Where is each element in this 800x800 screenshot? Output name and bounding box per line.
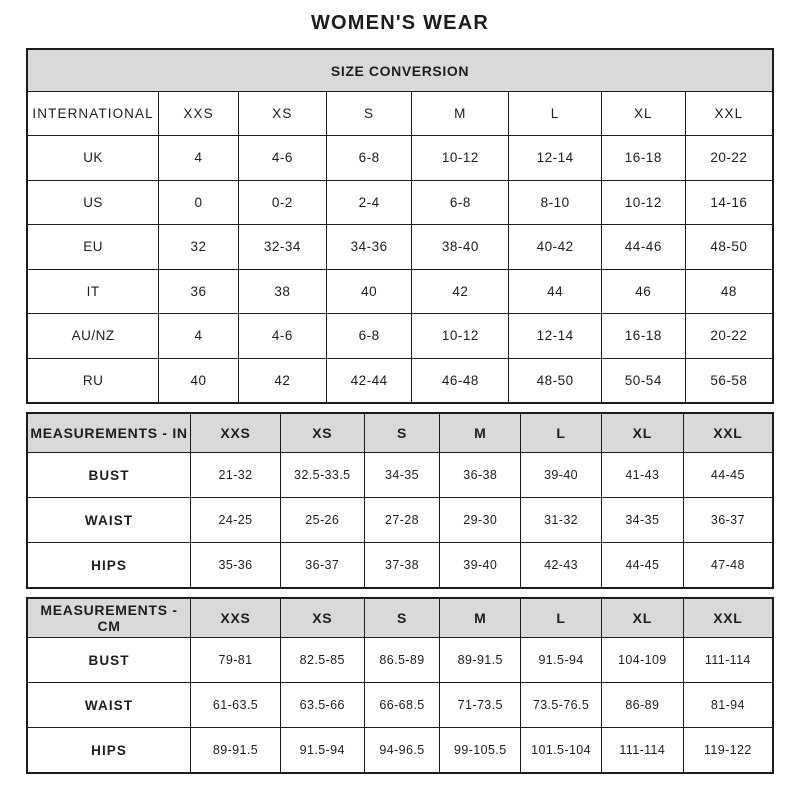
measurement-value-cell: 79-81 [191, 638, 281, 683]
measurement-value-cell: 82.5-85 [280, 638, 364, 683]
size-header-cell: XXS [191, 413, 281, 453]
measurement-value-cell: 111-114 [601, 728, 683, 774]
row-label-cell: HIPS [27, 543, 191, 589]
size-header-cell: M [440, 598, 521, 638]
measurement-value-cell: 27-28 [364, 498, 440, 543]
measurement-value-cell: 36-38 [440, 453, 521, 498]
size-header-cell: XXL [683, 413, 773, 453]
size-value-cell: 48 [685, 269, 773, 314]
size-value-cell: 38 [238, 269, 326, 314]
measurement-value-cell: 91.5-94 [280, 728, 364, 774]
row-label-cell: IT [27, 269, 159, 314]
measurement-value-cell: 99-105.5 [440, 728, 521, 774]
size-header-cell: XS [280, 598, 364, 638]
row-label-cell: EU [27, 225, 159, 270]
row-label-cell: RU [27, 358, 159, 403]
page-title: WOMEN'S WEAR [310, 12, 490, 34]
size-value-cell: 44-46 [601, 225, 685, 270]
measurement-value-cell: 31-32 [521, 498, 602, 543]
size-header-cell: M [440, 413, 521, 453]
size-header-cell: S [364, 598, 440, 638]
measurements-in-header-row [27, 413, 773, 453]
size-value-cell: 36 [159, 269, 239, 314]
size-value-cell: 46-48 [412, 358, 509, 403]
measurement-value-cell: 61-63.5 [191, 683, 281, 728]
size-value-cell: 12-14 [509, 314, 602, 359]
size-value-cell: 42-44 [326, 358, 412, 403]
measurement-value-cell: 24-25 [191, 498, 281, 543]
size-value-cell: 40 [326, 269, 412, 314]
row-label-cell: US [27, 180, 159, 225]
measurement-value-cell: 36-37 [683, 498, 773, 543]
measurement-value-cell: 101.5-104 [521, 728, 602, 774]
measurement-value-cell: 44-45 [683, 453, 773, 498]
size-header-cell: S [326, 92, 412, 136]
size-value-cell: 32 [159, 225, 239, 270]
size-value-cell: 12-14 [509, 136, 602, 181]
table-gap [26, 589, 774, 597]
size-header-cell: XXS [191, 598, 281, 638]
table-row [27, 498, 773, 543]
size-value-cell: 46 [601, 269, 685, 314]
table-row [27, 180, 773, 225]
size-value-cell: 16-18 [601, 314, 685, 359]
measurement-value-cell: 47-48 [683, 543, 773, 589]
size-value-cell: 6-8 [412, 180, 509, 225]
size-conversion-table [26, 48, 774, 404]
size-header-cell: L [509, 92, 602, 136]
row-label-cell: UK [27, 136, 159, 181]
measurement-value-cell: 36-37 [280, 543, 364, 589]
measurements-cm-header-row [27, 598, 773, 638]
measurement-value-cell: 39-40 [521, 453, 602, 498]
size-value-cell: 4 [159, 136, 239, 181]
measurement-value-cell: 32.5-33.5 [280, 453, 364, 498]
size-value-cell: 44 [509, 269, 602, 314]
table-row [27, 225, 773, 270]
measurement-value-cell: 91.5-94 [521, 638, 602, 683]
size-header-cell: XXL [683, 598, 773, 638]
measurement-value-cell: 81-94 [683, 683, 773, 728]
size-value-cell: 42 [412, 269, 509, 314]
measurement-value-cell: 119-122 [683, 728, 773, 774]
size-value-cell: 20-22 [685, 314, 773, 359]
size-value-cell: 40 [159, 358, 239, 403]
size-value-cell: 6-8 [326, 314, 412, 359]
measurement-value-cell: 63.5-66 [280, 683, 364, 728]
size-value-cell: 38-40 [412, 225, 509, 270]
size-value-cell: 40-42 [509, 225, 602, 270]
size-value-cell: 8-10 [509, 180, 602, 225]
size-value-cell: 0-2 [238, 180, 326, 225]
measurement-value-cell: 37-38 [364, 543, 440, 589]
size-value-cell: 4 [159, 314, 239, 359]
size-value-cell: 42 [238, 358, 326, 403]
size-value-cell: 4-6 [238, 314, 326, 359]
measurement-value-cell: 35-36 [191, 543, 281, 589]
size-value-cell: 10-12 [412, 314, 509, 359]
measurement-value-cell: 34-35 [601, 498, 683, 543]
row-label-cell: WAIST [27, 683, 191, 728]
measurement-value-cell: 34-35 [364, 453, 440, 498]
table-row [27, 728, 773, 774]
table-row [27, 314, 773, 359]
row-label-cell: WAIST [27, 498, 191, 543]
measurement-value-cell: 71-73.5 [440, 683, 521, 728]
table-row [27, 638, 773, 683]
size-value-cell: 48-50 [685, 225, 773, 270]
measurement-value-cell: 111-114 [683, 638, 773, 683]
size-header-cell: XL [601, 413, 683, 453]
size-header-cell: XS [280, 413, 364, 453]
table-gap [26, 404, 774, 412]
measurements-in-title: MEASUREMENTS - IN [27, 413, 191, 453]
measurement-value-cell: 66-68.5 [364, 683, 440, 728]
measurement-value-cell: 86.5-89 [364, 638, 440, 683]
measurement-value-cell: 29-30 [440, 498, 521, 543]
size-value-cell: 32-34 [238, 225, 326, 270]
size-conversion-title: SIZE CONVERSION [27, 49, 773, 92]
measurement-value-cell: 44-45 [601, 543, 683, 589]
table-row [27, 136, 773, 181]
table-row [27, 358, 773, 403]
measurement-value-cell: 39-40 [440, 543, 521, 589]
size-value-cell: 6-8 [326, 136, 412, 181]
row-label-cell: BUST [27, 453, 191, 498]
table-band-row [27, 49, 773, 92]
size-value-cell: 0 [159, 180, 239, 225]
size-header-cell: M [412, 92, 509, 136]
measurement-value-cell: 41-43 [601, 453, 683, 498]
measurement-value-cell: 86-89 [601, 683, 683, 728]
size-header-row [27, 92, 773, 136]
size-value-cell: 20-22 [685, 136, 773, 181]
size-header-cell: XS [238, 92, 326, 136]
table-row [27, 543, 773, 589]
row-label-cell: AU/NZ [27, 314, 159, 359]
size-header-cell: XXS [159, 92, 239, 136]
size-value-cell: 56-58 [685, 358, 773, 403]
size-value-cell: 16-18 [601, 136, 685, 181]
size-value-cell: 10-12 [412, 136, 509, 181]
size-value-cell: 14-16 [685, 180, 773, 225]
size-header-cell: XXL [685, 92, 773, 136]
measurement-value-cell: 42-43 [521, 543, 602, 589]
size-header-cell: L [521, 413, 602, 453]
measurement-value-cell: 89-91.5 [191, 728, 281, 774]
size-header-cell: INTERNATIONAL [27, 92, 159, 136]
size-header-cell: XL [601, 92, 685, 136]
measurement-value-cell: 21-32 [191, 453, 281, 498]
measurement-value-cell: 73.5-76.5 [521, 683, 602, 728]
measurements-cm-title: MEASUREMENTS - CM [27, 598, 191, 638]
measurement-value-cell: 89-91.5 [440, 638, 521, 683]
table-row [27, 453, 773, 498]
size-header-cell: S [364, 413, 440, 453]
size-value-cell: 4-6 [238, 136, 326, 181]
table-row [27, 269, 773, 314]
measurement-value-cell: 25-26 [280, 498, 364, 543]
table-row [27, 683, 773, 728]
size-header-cell: XL [601, 598, 683, 638]
size-value-cell: 10-12 [601, 180, 685, 225]
size-value-cell: 48-50 [509, 358, 602, 403]
measurements-in-table [26, 412, 774, 589]
size-value-cell: 50-54 [601, 358, 685, 403]
measurements-cm-table [26, 597, 774, 774]
row-label-cell: HIPS [27, 728, 191, 774]
size-header-cell: L [521, 598, 602, 638]
row-label-cell: BUST [27, 638, 191, 683]
measurement-value-cell: 104-109 [601, 638, 683, 683]
measurement-value-cell: 94-96.5 [364, 728, 440, 774]
size-value-cell: 2-4 [326, 180, 412, 225]
size-value-cell: 34-36 [326, 225, 412, 270]
